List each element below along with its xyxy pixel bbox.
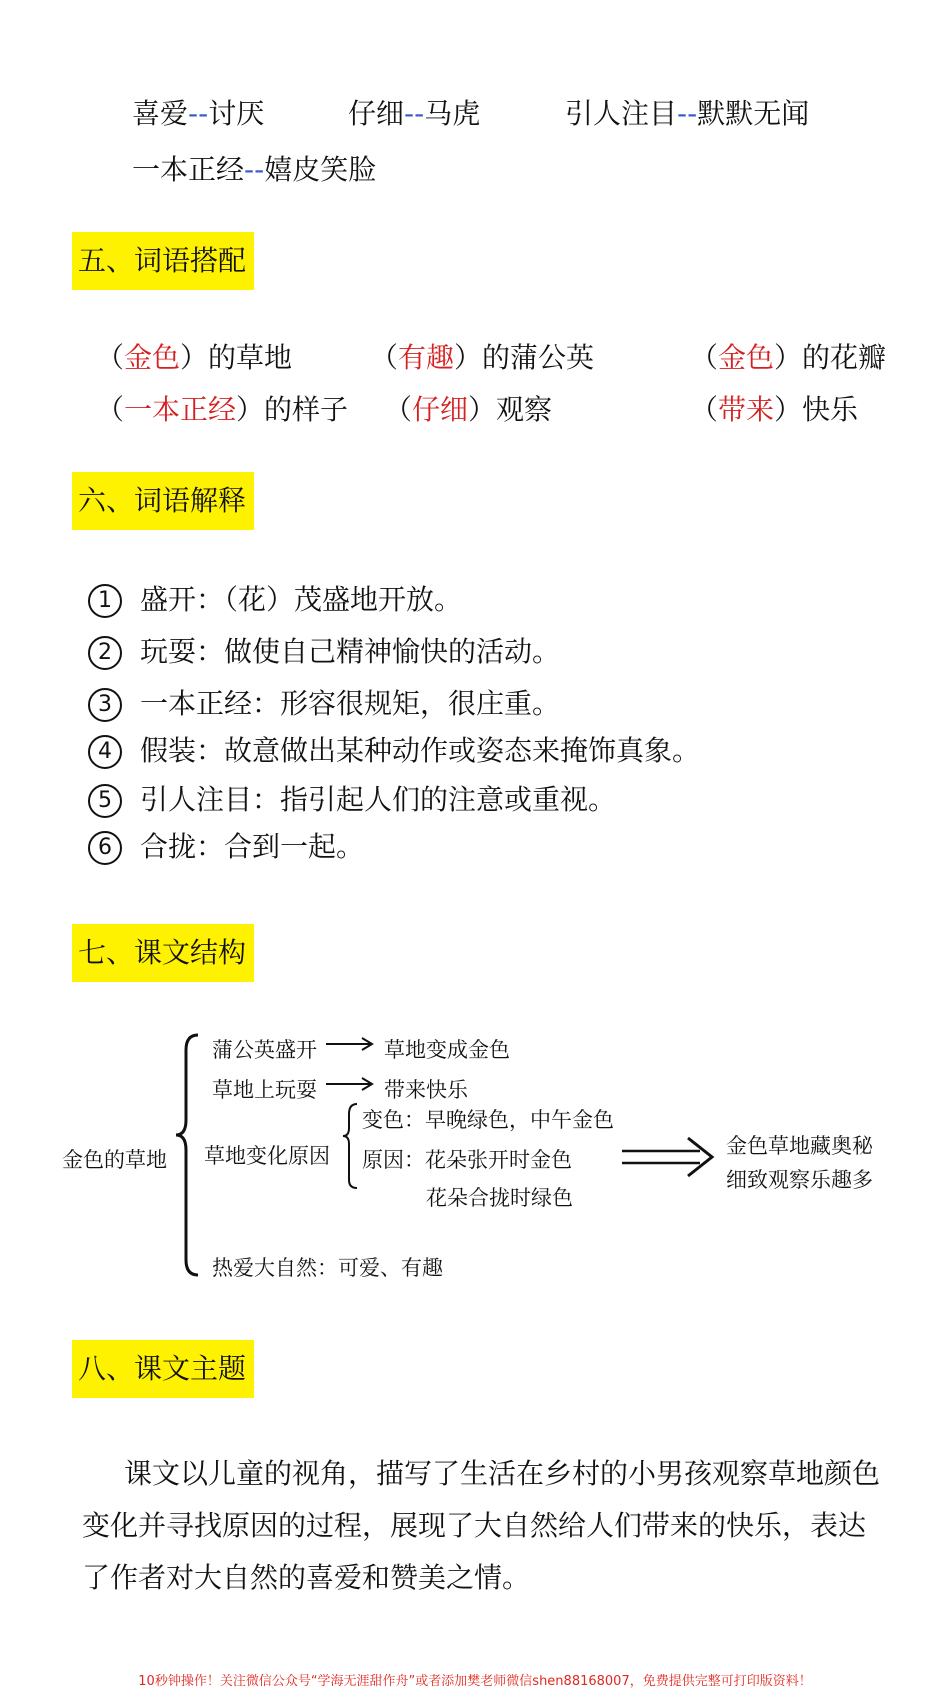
definition-text: 假装：故意做出某种动作或姿态来掩饰真象。	[140, 734, 701, 767]
structure-root: 金色的草地	[62, 1148, 167, 1172]
antonym-word: 默默无闻	[697, 97, 810, 130]
definition-text: 一本正经：形容很规矩，很庄重。	[140, 687, 561, 720]
collocation-item: （仔细）观察	[384, 393, 553, 426]
definition-item	[88, 682, 560, 722]
collocation-answer: 仔细	[412, 393, 469, 426]
circled-number: 3	[88, 688, 122, 722]
collocation-item: （带来）快乐	[690, 393, 859, 426]
collocation-answer: 有趣	[398, 341, 455, 374]
branch-3-detail-2: 原因：花朵张开时金色	[362, 1148, 572, 1172]
branch-1-result: 草地变成金色	[384, 1038, 510, 1062]
main-brace	[176, 1035, 198, 1275]
definition-item	[88, 825, 364, 865]
antonym-separator: --	[677, 97, 698, 130]
definition-item	[88, 729, 700, 769]
collocation-answer: 金色	[718, 341, 775, 374]
conclusion-line-2: 细致观察乐趣多	[726, 1168, 873, 1192]
definition-text: 合拢：合到一起。	[140, 830, 365, 863]
antonym-word: 引人注目	[565, 97, 678, 130]
definition-item	[88, 578, 462, 618]
definition-text: 盛开：（花）茂盛地开放。	[140, 583, 463, 616]
antonym-word: 讨厌	[208, 97, 265, 130]
collocation-answer: 一本正经	[124, 393, 237, 426]
branch-2-result: 带来快乐	[384, 1078, 468, 1102]
branch-3-detail-1: 变色：早晚绿色，中午金色	[362, 1108, 614, 1132]
circled-number: 5	[88, 784, 122, 818]
theme-paragraph: 课文以儿童的视角，描写了生活在乡村的小男孩观察草地颜色变化并寻找原因的过程，展现了大自然给人们带来的快乐，表达了作者对大自然的喜爱和赞美之情。	[82, 1457, 881, 1594]
section8-heading: 八、课文主题	[72, 1340, 254, 1398]
branch-2-cause: 草地上玩耍	[212, 1078, 317, 1102]
double-arrow-head	[688, 1138, 712, 1176]
antonym-pair-2	[348, 92, 480, 132]
section5-heading: 五、词语搭配	[72, 232, 254, 290]
antonym-separator: --	[188, 97, 209, 130]
sub-brace	[343, 1104, 357, 1188]
definition-text: 玩耍：做使自己精神愉快的活动。	[140, 635, 561, 668]
antonym-separator: --	[404, 97, 425, 130]
antonym-pair-3	[565, 92, 809, 132]
circled-number: 4	[88, 735, 122, 769]
definition-item	[88, 778, 616, 818]
branch-3: 草地变化原因	[204, 1144, 330, 1168]
collocation-answer: 带来	[718, 393, 775, 426]
circled-number: 1	[88, 584, 122, 618]
antonym-separator: --	[244, 153, 265, 186]
branch-1-cause: 蒲公英盛开	[212, 1038, 317, 1062]
antonym-pair-4	[132, 148, 376, 188]
branch-4: 热爱大自然：可爱、有趣	[212, 1256, 443, 1280]
antonym-word: 嬉皮笑脸	[264, 153, 377, 186]
conclusion-line-1: 金色草地藏奥秘	[726, 1134, 873, 1158]
definition-item	[88, 630, 560, 670]
antonym-word: 仔细	[348, 97, 405, 130]
collocation-item: （金色）的花瓣	[690, 341, 887, 374]
definition-text: 引人注目：指引起人们的注意或重视。	[140, 783, 617, 816]
circled-number: 2	[88, 636, 122, 670]
circled-number: 6	[88, 831, 122, 865]
collocation-answer: 金色	[124, 341, 181, 374]
antonym-word: 马虎	[424, 97, 481, 130]
section6-heading: 六、词语解释	[72, 472, 254, 530]
antonym-pair-1	[132, 92, 264, 132]
section7-heading: 七、课文结构	[72, 924, 254, 982]
antonym-word: 喜爱	[132, 97, 189, 130]
collocation-item: （一本正经）的样子	[96, 393, 349, 426]
branch-3-detail-3: 花朵合拢时绿色	[426, 1186, 573, 1210]
antonym-word: 一本正经	[132, 153, 245, 186]
collocation-item: （金色）的草地	[96, 341, 293, 374]
footer-notice: 10秒钟操作！关注微信公众号“学海无涯甜作舟”或者添加樊老师微信shen88168007，免费提供完整可打印版资料！	[138, 1674, 812, 1689]
collocation-item: （有趣）的蒲公英	[370, 341, 595, 374]
